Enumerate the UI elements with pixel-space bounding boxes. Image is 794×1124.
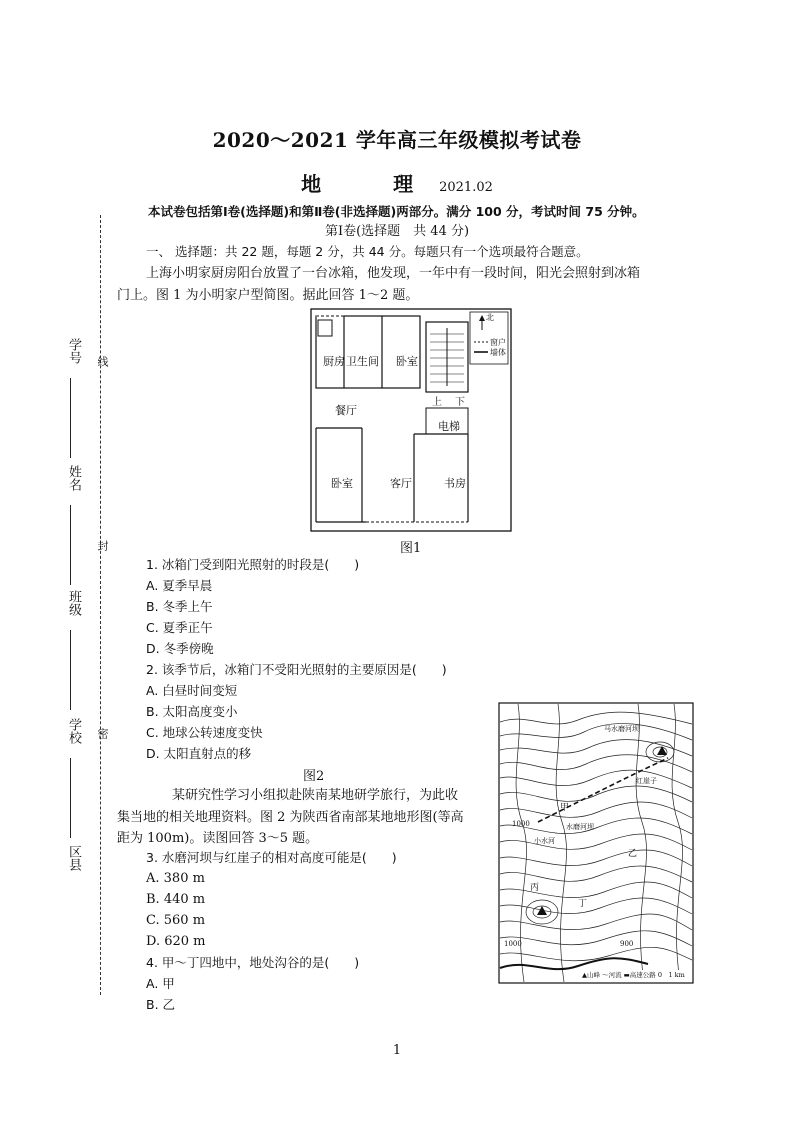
map-label-place3: 水磨河坝 — [566, 823, 594, 831]
q2-option-d[interactable]: D. 太阳直射点的移 — [146, 746, 252, 761]
q3-option-c[interactable]: C. 560 m — [146, 913, 206, 928]
room-elevator: 电梯 — [438, 420, 460, 433]
map-label-place2: 红崖子 — [636, 777, 657, 785]
map-contour-1000b: 1000 — [504, 940, 522, 948]
label-district: 区县 — [66, 845, 81, 871]
room-dining: 餐厅 — [335, 404, 357, 417]
exam-date: 2021.02 — [439, 180, 493, 195]
q2-option-b[interactable]: B. 太阳高度变小 — [146, 704, 238, 719]
seal-char-feng: 封 — [96, 540, 109, 551]
room-bathroom: 卫生间 — [346, 355, 379, 368]
q3-stem: 3. 水磨河坝与红崖子的相对高度可能是( ) — [146, 850, 397, 865]
legend-wall: 墙体 — [490, 348, 506, 357]
q1-option-d[interactable]: D. 冬季傍晚 — [146, 641, 214, 656]
room-living: 客厅 — [390, 477, 412, 490]
seal-char-xian: 线 — [96, 356, 109, 367]
legend-north: 北 — [486, 313, 494, 322]
q1-option-a[interactable]: A. 夏季早晨 — [146, 578, 213, 593]
room-kitchen: 厨房 — [323, 355, 345, 368]
figure1-caption: 图1 — [400, 541, 422, 556]
stair-down: 下 — [455, 397, 465, 408]
page-number: 1 — [392, 1043, 402, 1058]
fill-line-school[interactable] — [70, 758, 71, 838]
q4-option-b[interactable]: B. 乙 — [146, 997, 176, 1012]
stair-up: 上 — [432, 397, 442, 408]
passage1-line1: 上海小明家厨房阳台放置了一台冰箱，他发现，一年中有一段时间，阳光会照射到冰箱 — [146, 266, 641, 281]
q4-option-a[interactable]: A. 甲 — [146, 976, 175, 991]
label-school: 学校 — [66, 718, 81, 744]
q1-stem: 1. 冰箱门受到阳光照射的时段是( ) — [146, 557, 360, 572]
legend-window: 窗户 — [490, 338, 506, 347]
floor-plan-figure — [310, 308, 512, 532]
fill-line-name[interactable] — [70, 505, 71, 585]
map-label-place4: 小水河 — [534, 837, 555, 845]
room-bedroom-1: 卧室 — [396, 355, 418, 368]
q3-option-d[interactable]: D. 620 m — [146, 934, 206, 949]
map-label-yi: 乙 — [628, 849, 638, 859]
q3-option-b[interactable]: B. 440 m — [146, 892, 206, 907]
label-student-no: 学号 — [66, 338, 81, 364]
q4-stem: 4. 甲～丁四地中，地处沟谷的是( ) — [146, 955, 360, 970]
map-contour-1000a: 1000 — [512, 820, 530, 828]
subject-heading — [0, 168, 794, 197]
fill-line-class[interactable] — [70, 630, 71, 710]
seal-char-mi: 密 — [96, 728, 109, 739]
room-bedroom-2: 卧室 — [331, 477, 353, 490]
label-class: 班级 — [66, 590, 81, 616]
exam-title: 2020～2021 学年高三年级模拟考试卷 — [212, 128, 582, 152]
map-label-place1: 马水磨河坝 — [604, 725, 639, 733]
label-name: 姓名 — [66, 465, 81, 491]
binding-dashed-line — [100, 215, 101, 995]
map-label-jia: 甲 — [560, 803, 570, 813]
section1-heading: 一、 选择题：共 22 题，每题 2 分，共 44 分。每题只有一个选项最符合题意。 — [146, 244, 589, 259]
topographic-map — [498, 702, 694, 984]
passage2-line1: 某研究性学习小组拟赴陕南某地研学旅行，为此收 — [172, 788, 459, 803]
q3-option-a[interactable]: A. 380 m — [146, 871, 205, 886]
map-label-bing: 丙 — [530, 883, 540, 893]
intro-line: 本试卷包括第Ⅰ卷(选择题)和第Ⅱ卷(非选择题)两部分。满分 100 分，考试时间 75 分钟。 — [148, 204, 645, 219]
passage2-line2: 集当地的相关地理资料。图 2 为陕西省南部某地地形图(等高 — [117, 810, 464, 825]
passage2-line3: 距为 100m)。读图回答 3～5 题。 — [117, 831, 319, 846]
q1-option-b[interactable]: B. 冬季上午 — [146, 599, 213, 614]
q2-option-c[interactable]: C. 地球公转速度变快 — [146, 725, 263, 740]
passage1-line2: 门上。图 1 为小明家户型简图。据此回答 1～2 题。 — [117, 288, 419, 303]
q1-option-c[interactable]: C. 夏季正午 — [146, 620, 213, 635]
subject-name: 地 理 — [301, 172, 440, 196]
q2-stem: 2. 该季节后，冰箱门不受阳光照射的主要原因是( ) — [146, 662, 447, 677]
map-legend: ▲山峰 ～河流 ▬高速公路 0 1 km — [582, 971, 685, 979]
figure2-caption: 图2 — [303, 769, 325, 784]
q2-option-a[interactable]: A. 白昼时间变短 — [146, 683, 238, 698]
part1-heading: 第Ⅰ卷(选择题 共 44 分) — [324, 224, 470, 239]
room-study: 书房 — [444, 477, 466, 490]
map-label-ding: 丁 — [578, 899, 588, 909]
fill-line-student-no[interactable] — [70, 378, 71, 458]
map-contour-900: 900 — [620, 940, 634, 948]
